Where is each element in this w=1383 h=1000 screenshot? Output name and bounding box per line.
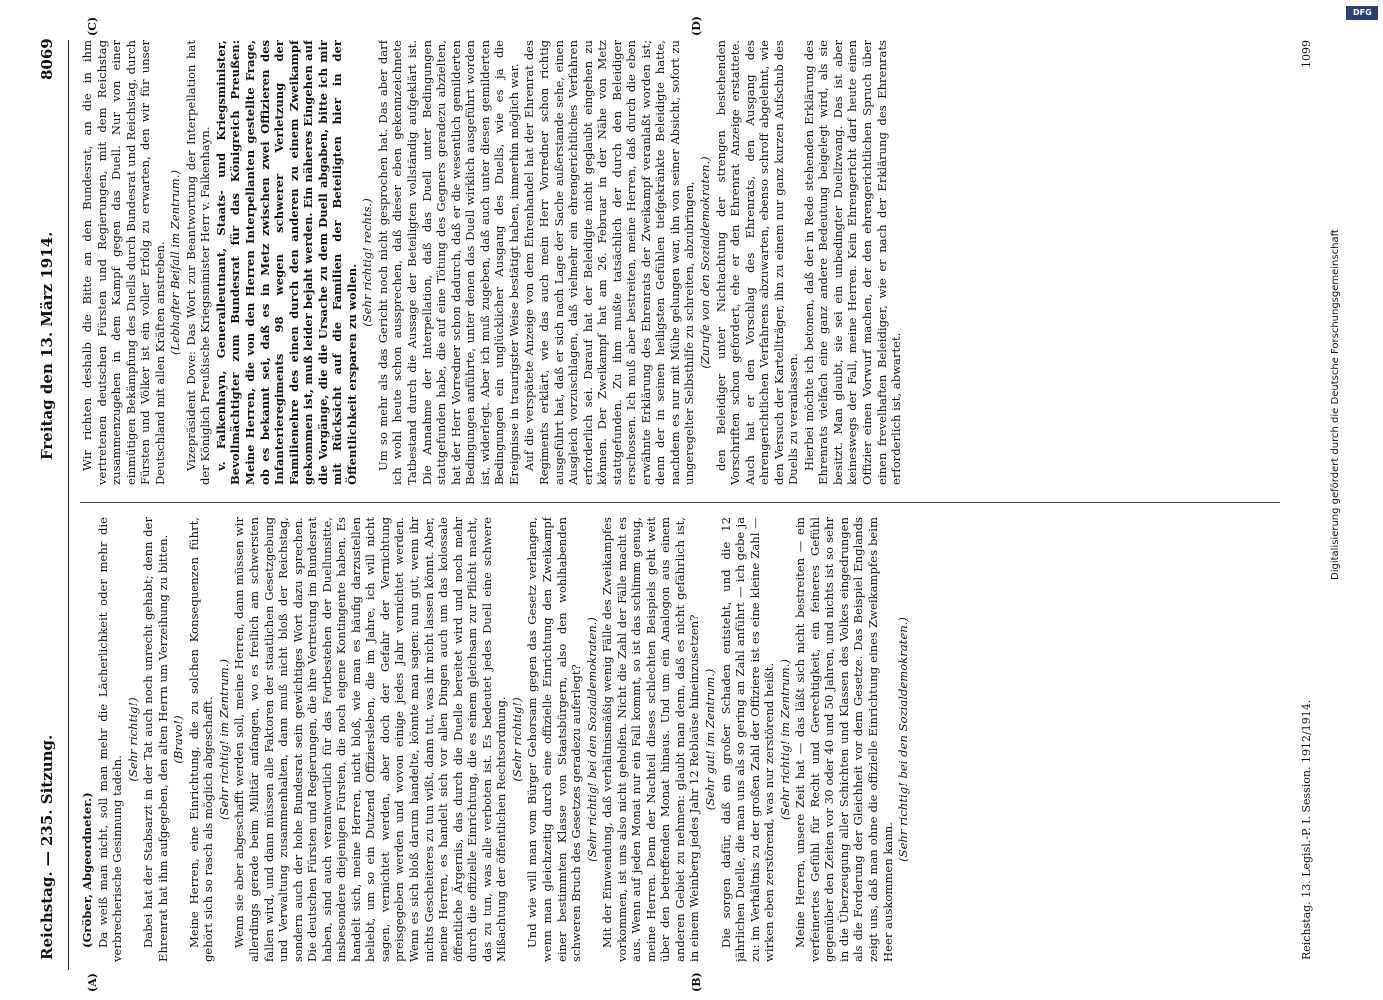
footer-page: 1099 bbox=[1300, 40, 1313, 68]
paragraph: Wenn sie aber abgeschafft werden soll, meine Herren, dann müssen wir allerdings gerade beim Militär anfangen, wo es freilich am schwersten fallen wird, und dann müssen alle Faktoren der staatlichen Gesetzgebung und Verwaltung zusammenhalten, dann muß nicht bloß der Reichstag, sondern auch der hohe Bundesrat sein gewichtiges Wort dazu sprechen. Die deutschen Fürsten und Regierungen, die ihre Vertretung im Bundesrat haben, sind auch verantwortlich für das Fortbestehen der Duellunsitte, insbesondere diejenigen Fürsten, die noch eigene Kontingente haben. Es handelt sich, meine Herren, nicht bloß, wie man es häufig darzustellen beliebt, um so ein Dutzend Offiziersleben, die im Jahre, ich will nicht sagen, vernichtet werden, aber doch der Gefahr der Vernichtung preisgegeben werden und wovon einige jedes Jahr vernichtet werden. Wenn es sich bloß darum handelte, könnte man sagen: nun gut, wenn ihr nichts Gescheiteres zu tun wißt, dann tut, was ihr nicht lassen könnt. Aber, meine Herren, es handelt sich vor allen Dingen auch um das kolossale öffentliche Ärgernis, das durch die Duelle bereitet wird und noch mehr durch die offizielle Einrichtung, die es einem gleichsam zur Pflicht macht, das zu tun, was alle verboten ist. Es bedeutet jedes Duell eine schwere Mißachtung der öffentlichen Rechtsordnung. bbox=[232, 517, 509, 962]
page-number: 8069 bbox=[38, 38, 56, 80]
paragraph: Um so mehr als das Gericht noch nicht gesprochen hat. Das aber darf ich wohl heute schon aussprechen, daß dieser eben gekennzeichnete Tatbestand durch die Aussage der Beteiligten vollständig aufgeklärt ist. Die Annahme der Interpellation, daß das Duell unter Bedingungen stattgefunden habe, die auf eine Tötung des Gegners geradezu abzielten, hat der Herr Vorredner schon dadurch, daß er die wesentlich gemilderten Bedingungen anführte, unter denen das Duell wirklich ausgeführt worden ist, widerlegt. Aber ich muß zugeben, daß auch unter diesen gemilderten Bedingungen ein unglücklicher Ausgang des Duells, wie es ja die Ereignisse in traurigster Weise bestätigt haben, immerhin möglich war. bbox=[375, 40, 521, 485]
interjection: (Sehr richtig! rechts.) bbox=[360, 198, 375, 327]
header-right: Freitag den 13. März 1914. bbox=[38, 231, 56, 460]
paragraph: Wir richten deshalb die Bitte an den Bundesrat, an die in ihm vertretenen deutschen Fürsten und Regierungen, mit dem Reichstag zusammenzugehen in dem Kampf gegen das Duell. Nur von einer einmütigen Bekämpfung des Duells durch Bundesrat und Reichstag, durch Fürsten und Völker ist ein voller Erfolg zu erwarten, den wir für unser Deutschland mit allen Kräften anstreben. bbox=[80, 40, 167, 485]
margin-mark-b: (B) bbox=[690, 972, 703, 992]
margin-mark-c: (C) bbox=[86, 16, 99, 36]
running-header bbox=[34, 0, 64, 1000]
paragraph: Auf die verspätete Anzeige von dem Ehrenhandel hat der Ehrenrat des Regiments erklärt, wie das auch mein Herr Vorredner schon richtig ausgeführt hat, daß er sich nach Lage der Sache außerstande sehe, einen Ausgleich vorzuschlagen, daß vielmehr ein ehrengerichtliches Verfahren erforderlich sei. Darauf hat der Beleidigte nicht geglaubt eingehen zu können. Der Zweikampf hat am 26. Februar in der Nähe von Metz stattgefunden. Zu ihm mußte tatsächlich der durch den Beleidiger erschossen. Ich muß aber bestreiten, meine Herren, daß durch die eben erwähnte Erklärung des Ehrenrats der Zweikampf veranlaßt worden ist; denn der in seinen heiligsten Gefühlen tiefgekränkte Beleidigte hatte, nachdem es nur mit Mühe gelungen war, ihn von seiner Absicht, sofort zu ungeregelter Selbsthilfe zu schreiten, abzubringen, bbox=[522, 40, 697, 485]
digitization-credit: Digitalisierung gefördert durch die Deutsche Forschungsgemeinschaft bbox=[1330, 229, 1341, 580]
interjection: (Sehr richtig! im Zentrum.) bbox=[216, 659, 231, 821]
paragraph: Vizepräsident Dove: Das Wort zur Beantwortung der Interpellation hat der Königlich Preußische Kriegsminister Herr v. Falkenhayn. bbox=[183, 40, 213, 485]
interjection: (Sehr richtig! bei den Sozialdemokraten.) bbox=[896, 617, 911, 862]
paragraph: den Beleidiger unter Nichtachtung der strengen bestehenden Vorschriften schon gefordert, ehe er den Ehrenrat Anzeige erstattete. Auch hat er den Vorschlag des Ehrenrats, den Ausgang des ehrengerichtlichen Verfahrens abzuwarten, ebenso schroff abgelehnt, wie den Versuch der Kartellträger, ihn zu einem nur ganz kurzen Aufschub des Duells zu veranlassen. bbox=[713, 40, 801, 485]
interjection: (Sehr richtig! bei den Sozialdemokraten.) bbox=[584, 617, 599, 862]
dfg-logo: DFG bbox=[1346, 6, 1378, 20]
paragraph: Mit der Einwendung, daß verhältnismäßig wenig Fälle des Zweikampfes vorkommen, ist uns also nicht geholfen. Nicht die Zahl der Fälle macht es aus. Wenn auf jeden Monat nur ein Fall kommt, so ist das schlimm genug, meine Herren. Denn der Nachteil dieses schlechten Beispiels geht weit über den betreffenden Monat hinaus. Und um ein Analogon aus einem anderen Gebiet zu nehmen: glaubt man denn, daß es nicht gefährlich ist, in einem Weinberg jedes Jahr 12 Reblaüse hineinzusetzen? bbox=[600, 517, 702, 962]
paragraph: (Gröber, Abgeordneter.) bbox=[80, 792, 94, 948]
paragraph: v. Falkenhayn, Generalleutnant, Staats- und Kriegsminister, Bevollmächtigter zum Bundesrat für das Königreich Preußen: Meine Herren, die von den Herren Interpellanten gestellte Frage, ob es bekannt sei, daß es in Metz zwischen zwei Offizieren des Infanterieregiments 98 wegen schwerer Verletzung der Familienehre des einen durch den anderen zu einem Zweikampf gekommen ist, muß leider bejaht werden. Ein näheres Eingehen auf die Vorgänge, die die Ursache zu dem Duell abgaben, bitte ich mir mit Rücksicht auf die Familien der Beteiligten hier in der Öffentlichkeit ersparen zu wollen. bbox=[213, 40, 359, 485]
interjection: (Zurufe von den Sozialdemokraten.) bbox=[697, 156, 712, 369]
margin-mark-d: (D) bbox=[690, 16, 703, 36]
paragraph: Meine Herren, unsere Zeit hat — das läßt sich nicht bestreiten — ein verfeinertes Gefühl für Recht und Gerechtigkeit, ein feineres Gefühl gegenüber den Zeiten vor 30 oder 40 und 50 Jahren, und nichts ist so sehr in die Überzeugung aller Schichten und Klassen des Volkes eingedrungen als die Forderung der Gleichheit vor dem Gesetze. Das Beispiel Englands zeigt uns, daß man ohne die offizielle Einrichtung eines Zweikampfes beim Heer auskommen kann. bbox=[793, 517, 895, 962]
interjection: (Sehr gut! im Zentrum.) bbox=[702, 668, 717, 811]
header-left: Reichstag. — 235. Sitzung. bbox=[38, 734, 56, 960]
column-separator bbox=[80, 502, 1280, 503]
interjection: (Lebhafter Beifall im Zentrum.) bbox=[168, 170, 183, 355]
footer-left: Reichstag. 13. Legisl.-P. I. Session. 1912/1914. bbox=[1300, 699, 1313, 960]
paragraph: Dabei hat der Stabsarzt in der Tat auch noch unrecht gehabt; denn der Ehrenrat hat ihm aufgegeben, den alten Herrn um Verzeihung zu bitten. bbox=[141, 517, 170, 962]
paragraph: Da weiß man nicht, soll man mehr die Lächerlichkeit oder mehr die verbrecherische Gesinnung tadeln. bbox=[95, 517, 125, 962]
interjection: (Sehr richtig!) bbox=[125, 697, 140, 782]
header-rule bbox=[68, 40, 69, 970]
text-column-left bbox=[80, 517, 1290, 962]
margin-mark-a: (A) bbox=[86, 973, 99, 992]
interjection: (Sehr richtig! im Zentrum.) bbox=[777, 659, 792, 821]
interjection: (Bravo!) bbox=[171, 715, 186, 764]
text-column-right bbox=[80, 40, 1290, 485]
paragraph: Die sorgen dafür, daß ein großer Schaden entsteht, und die 12 jährlichen Duelle, die man uns als so gering an Zahl anführt — ich gebe ja zu: im Verhältnis zu der großen Zahl der Offiziere ist es eine kleine Zahl — wirken eben zerstörend, was nur zerstörend heißt. bbox=[718, 517, 777, 962]
paragraph: Und wie will man vom Bürger Gehorsam gegen das Gesetz verlangen, wenn man gleichzeitig durch eine offizielle Einrichtung den Zweikampf einer bestimmten Klasse von Staatsbürgern, also den wohlhabenden schweren Bruch des Gesetzes geradezu auferlegt? bbox=[525, 517, 584, 962]
paragraph: Hierbei möchte ich betonen, daß der in Rede stehenden Erklärung des Ehrenrats vielfach eine ganz andere Bedeutung beigelegt wird, als sie besitzt. Man glaubt, sie sei ein unbedingter Duellzwang. Das ist aber keineswegs der Fall, meine Herren. Kein Ehrengericht darf heute einen Offizier einen Vorwurf machen, der den ehrengerichtlichen Spruch über einen frevelhaften Beleidiger, wie er nach der Erklärung des Ehrenrats erforderlich ist, abwartet. bbox=[801, 40, 904, 485]
paragraph: Meine Herren, eine Einrichtung, die zu solchen Konsequenzen führt, gehört sich so rasch als möglich abgeschafft. bbox=[186, 517, 216, 962]
interjection: (Sehr richtig!) bbox=[509, 697, 524, 782]
